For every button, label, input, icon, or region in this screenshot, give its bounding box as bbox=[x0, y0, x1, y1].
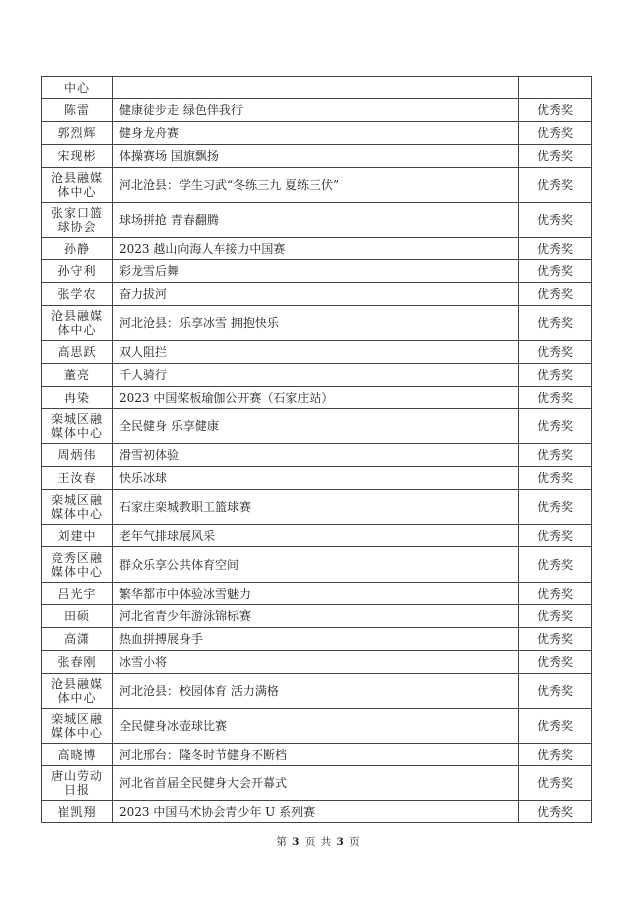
work-cell: 快乐冰球 bbox=[113, 467, 519, 490]
table-row bbox=[42, 651, 592, 674]
work-cell: 河北沧县：乐享冰雪 拥抱快乐 bbox=[113, 306, 519, 341]
award-cell: 优秀奖 bbox=[519, 651, 592, 674]
name-cell: 冉染 bbox=[42, 387, 113, 409]
name-cell: 张学农 bbox=[42, 283, 113, 306]
table-row bbox=[42, 467, 592, 490]
work-cell: 健身龙舟赛 bbox=[113, 122, 519, 145]
work-cell: 繁华都市中体验冰雪魅力 bbox=[113, 583, 519, 605]
work-cell: 河北省青少年游泳锦标赛 bbox=[113, 605, 519, 628]
footer-total-pages: 3 bbox=[336, 836, 345, 848]
table-row bbox=[42, 99, 592, 122]
name-cell: 沧县融媒体中心 bbox=[42, 168, 113, 203]
award-cell: 优秀奖 bbox=[519, 547, 592, 583]
work-cell: 健康徒步走 绿色伴我行 bbox=[113, 99, 519, 122]
work-cell: 2023 中国桨板瑜伽公开赛（石家庄站） bbox=[113, 387, 519, 409]
table-row bbox=[42, 525, 592, 547]
award-cell: 优秀奖 bbox=[519, 709, 592, 744]
work-cell: 全民健身冰壶球比赛 bbox=[113, 709, 519, 744]
award-table-body bbox=[42, 77, 592, 823]
work-cell: 球场拼抢 青春翻腾 bbox=[113, 203, 519, 238]
award-cell: 优秀奖 bbox=[519, 801, 592, 823]
work-cell: 彩龙雪后舞 bbox=[113, 260, 519, 283]
award-cell: 优秀奖 bbox=[519, 387, 592, 409]
award-cell: 优秀奖 bbox=[519, 583, 592, 605]
table-row bbox=[42, 168, 592, 203]
table-row bbox=[42, 605, 592, 628]
work-cell: 河北邢台：隆冬时节健身不断档 bbox=[113, 744, 519, 766]
footer-middle: 页 共 bbox=[304, 836, 333, 848]
award-cell: 优秀奖 bbox=[519, 674, 592, 709]
name-cell: 郭烈辉 bbox=[42, 122, 113, 145]
name-cell: 中心 bbox=[42, 77, 113, 99]
work-cell: 石家庄栾城教职工篮球赛 bbox=[113, 490, 519, 525]
name-cell: 高晓博 bbox=[42, 744, 113, 766]
award-cell: 优秀奖 bbox=[519, 203, 592, 238]
award-cell: 优秀奖 bbox=[519, 168, 592, 203]
work-cell: 热血拼搏展身手 bbox=[113, 628, 519, 651]
award-cell: 优秀奖 bbox=[519, 283, 592, 306]
award-cell: 优秀奖 bbox=[519, 628, 592, 651]
award-table bbox=[41, 76, 592, 823]
work-cell: 奋力拔河 bbox=[113, 283, 519, 306]
table-row bbox=[42, 547, 592, 583]
work-cell: 河北省首届全民健身大会开幕式 bbox=[113, 766, 519, 801]
table-row bbox=[42, 283, 592, 306]
name-cell: 高思跃 bbox=[42, 341, 113, 364]
table-row bbox=[42, 387, 592, 409]
name-cell: 栾城区融媒体中心 bbox=[42, 409, 113, 444]
name-cell: 宋现彬 bbox=[42, 145, 113, 168]
table-row bbox=[42, 77, 592, 99]
name-cell: 唐山劳动日报 bbox=[42, 766, 113, 801]
award-cell: 优秀奖 bbox=[519, 306, 592, 341]
work-cell: 体操赛场 国旗飘扬 bbox=[113, 145, 519, 168]
work-cell: 河北沧县：学生习武“冬练三九 夏练三伏” bbox=[113, 168, 519, 203]
name-cell: 周炳伟 bbox=[42, 444, 113, 467]
name-cell: 张春刚 bbox=[42, 651, 113, 674]
table-row bbox=[42, 744, 592, 766]
work-cell bbox=[113, 77, 519, 99]
work-cell: 2023 越山向海人车接力中国赛 bbox=[113, 238, 519, 260]
name-cell: 崔凯翔 bbox=[42, 801, 113, 823]
work-cell: 双人阻拦 bbox=[113, 341, 519, 364]
table-row bbox=[42, 674, 592, 709]
award-cell: 优秀奖 bbox=[519, 99, 592, 122]
page-footer bbox=[0, 834, 637, 849]
name-cell: 董亮 bbox=[42, 364, 113, 387]
name-cell: 高潇 bbox=[42, 628, 113, 651]
table-row bbox=[42, 122, 592, 145]
work-cell: 河北沧县：校园体育 活力满格 bbox=[113, 674, 519, 709]
award-cell: 优秀奖 bbox=[519, 260, 592, 283]
work-cell: 全民健身 乐享健康 bbox=[113, 409, 519, 444]
award-cell: 优秀奖 bbox=[519, 341, 592, 364]
table-row bbox=[42, 583, 592, 605]
award-cell: 优秀奖 bbox=[519, 605, 592, 628]
table-row bbox=[42, 364, 592, 387]
name-cell: 孙静 bbox=[42, 238, 113, 260]
table-row bbox=[42, 444, 592, 467]
table-row bbox=[42, 306, 592, 341]
table-row bbox=[42, 628, 592, 651]
award-cell: 优秀奖 bbox=[519, 122, 592, 145]
table-row bbox=[42, 341, 592, 364]
table-row bbox=[42, 260, 592, 283]
name-cell: 陈雷 bbox=[42, 99, 113, 122]
name-cell: 孙守利 bbox=[42, 260, 113, 283]
award-cell: 优秀奖 bbox=[519, 525, 592, 547]
table-row bbox=[42, 801, 592, 823]
award-cell: 优秀奖 bbox=[519, 364, 592, 387]
name-cell: 王汝春 bbox=[42, 467, 113, 490]
table-row bbox=[42, 203, 592, 238]
footer-page-number: 3 bbox=[292, 836, 301, 848]
table-row bbox=[42, 238, 592, 260]
name-cell: 吕光宇 bbox=[42, 583, 113, 605]
footer-prefix: 第 bbox=[276, 836, 288, 848]
work-cell: 老年气排球展风采 bbox=[113, 525, 519, 547]
name-cell: 田硕 bbox=[42, 605, 113, 628]
name-cell: 竞秀区融媒体中心 bbox=[42, 547, 113, 583]
work-cell: 群众乐享公共体育空间 bbox=[113, 547, 519, 583]
award-cell: 优秀奖 bbox=[519, 744, 592, 766]
table-row bbox=[42, 766, 592, 801]
footer-suffix: 页 bbox=[349, 836, 361, 848]
table-row bbox=[42, 145, 592, 168]
name-cell: 刘建中 bbox=[42, 525, 113, 547]
award-cell: 优秀奖 bbox=[519, 238, 592, 260]
name-cell: 栾城区融媒体中心 bbox=[42, 490, 113, 525]
work-cell: 滑雪初体验 bbox=[113, 444, 519, 467]
table-row bbox=[42, 490, 592, 525]
award-cell: 优秀奖 bbox=[519, 766, 592, 801]
table-row bbox=[42, 409, 592, 444]
award-cell: 优秀奖 bbox=[519, 490, 592, 525]
award-cell: 优秀奖 bbox=[519, 444, 592, 467]
work-cell: 2023 中国马术协会青少年 U 系列赛 bbox=[113, 801, 519, 823]
table-row bbox=[42, 709, 592, 744]
award-cell: 优秀奖 bbox=[519, 145, 592, 168]
name-cell: 栾城区融媒体中心 bbox=[42, 709, 113, 744]
award-cell: 优秀奖 bbox=[519, 409, 592, 444]
work-cell: 冰雪小将 bbox=[113, 651, 519, 674]
name-cell: 张家口篮球协会 bbox=[42, 203, 113, 238]
work-cell: 千人骑行 bbox=[113, 364, 519, 387]
award-cell: 优秀奖 bbox=[519, 467, 592, 490]
award-cell bbox=[519, 77, 592, 99]
name-cell: 沧县融媒体中心 bbox=[42, 674, 113, 709]
name-cell: 沧县融媒体中心 bbox=[42, 306, 113, 341]
